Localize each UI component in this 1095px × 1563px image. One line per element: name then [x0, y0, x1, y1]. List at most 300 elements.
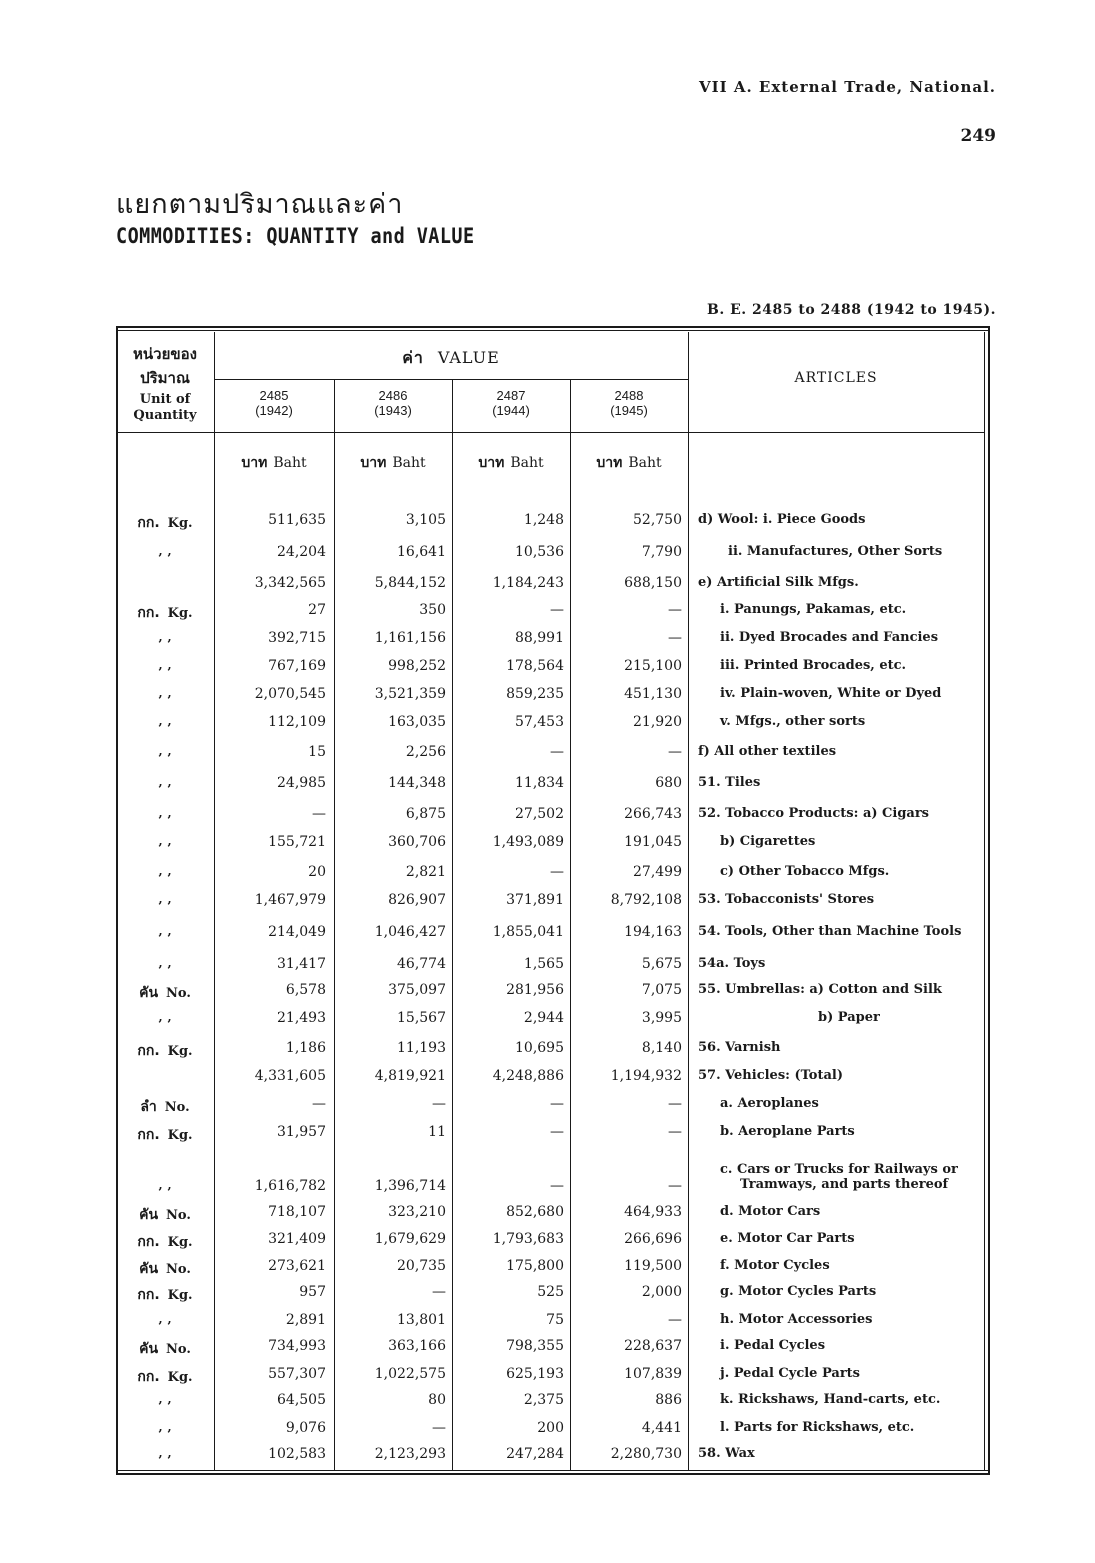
value-cell-2: 826,907 [388, 892, 446, 908]
article-cell [720, 1162, 958, 1192]
title-thai: แยกตามปริมาณและค่า [116, 189, 404, 220]
article-cell [720, 1096, 819, 1111]
unit-cell [116, 744, 214, 759]
unit-english: ‚ ‚ [158, 864, 172, 879]
value-cell-3: 852,680 [506, 1204, 564, 1220]
value-cell-1: 273,621 [268, 1258, 326, 1274]
currency-header-3: บาท Baht [478, 455, 544, 471]
year-be-2487: 2487 [496, 388, 526, 403]
value-cell-2: 1,161,156 [374, 630, 446, 646]
year-ce-1943: (1943) [374, 403, 412, 418]
unit-cell [116, 924, 214, 939]
value-cell-4: 3,995 [641, 1010, 682, 1026]
value-cell-2: 6,875 [405, 806, 446, 822]
unit-cell [116, 864, 214, 879]
value-cell-1: 6,578 [285, 982, 326, 998]
article-cell [720, 1312, 873, 1327]
value-cell-2: 163,035 [388, 714, 446, 730]
col-rule-unit [214, 332, 215, 1470]
unit-english: ‚ ‚ [158, 686, 172, 701]
value-cell-4: 4,441 [641, 1420, 682, 1436]
table-top-rule-2 [116, 330, 990, 331]
value-cell-3: 57,453 [515, 714, 564, 730]
article-cell [720, 1124, 855, 1139]
article-label: e) Artificial Silk Mfgs. [698, 575, 859, 590]
value-cell-2: 2,123,293 [374, 1446, 446, 1462]
table-bottom-rule-2 [116, 1473, 990, 1475]
value-cell-2: 2,821 [405, 864, 446, 880]
unit-header-en-1: Unit of [139, 392, 191, 407]
header-bottom-rule [116, 432, 984, 433]
article-cell [720, 630, 938, 645]
value-cell-2: — [432, 1420, 446, 1436]
value-cell-3: 4,248,886 [492, 1068, 564, 1084]
value-cell-3: 859,235 [506, 686, 564, 702]
unit-thai: กก. [137, 1234, 160, 1250]
unit-cell [116, 1178, 214, 1193]
article-label: v. Mfgs., other sorts [720, 714, 866, 729]
unit-english: No. [166, 1208, 191, 1223]
article-cell [698, 744, 836, 759]
value-cell-3: 1,184,243 [492, 575, 564, 591]
value-cell-2: 350 [419, 602, 446, 618]
unit-cell [116, 1124, 214, 1146]
value-cell-3: 2,944 [523, 1010, 564, 1026]
value-cell-2: 323,210 [388, 1204, 446, 1220]
unit-thai: กก. [137, 515, 160, 531]
article-label: i. Panungs, Pakamas, etc. [720, 602, 907, 617]
unit-cell [116, 1284, 214, 1306]
value-header-en: VALUE [437, 348, 500, 367]
value-cell-1: 31,417 [277, 956, 326, 972]
value-cell-3: 371,891 [506, 892, 564, 908]
article-cell [720, 1392, 940, 1407]
value-cell-1: 511,635 [268, 512, 326, 528]
value-cell-1: 767,169 [268, 658, 326, 674]
value-cell-3: 200 [537, 1420, 564, 1436]
article-label: k. Rickshaws, Hand-carts, etc. [720, 1392, 941, 1407]
unit-english: ‚ ‚ [158, 1178, 172, 1193]
value-cell-2: 1,396,714 [374, 1178, 446, 1194]
unit-cell [116, 834, 214, 849]
value-cell-4: 886 [655, 1392, 682, 1408]
article-cell [698, 512, 865, 527]
unit-cell [116, 1231, 214, 1253]
unit-thai: ลำ [140, 1099, 157, 1115]
value-cell-2: 20,735 [397, 1258, 446, 1274]
article-label: j. Pedal Cycle Parts [720, 1366, 861, 1381]
unit-thai: คัน [139, 1261, 159, 1277]
value-cell-4: 228,637 [624, 1338, 682, 1354]
article-label: 54a. Toys [698, 956, 766, 971]
unit-english: No. [166, 1342, 191, 1357]
year-ce-1945: (1945) [610, 403, 648, 418]
article-cell [728, 544, 942, 559]
article-label: b) Cigarettes [720, 834, 816, 849]
value-cell-1: 64,505 [277, 1392, 326, 1408]
value-cell-3: — [550, 1178, 564, 1194]
value-cell-2: 1,679,629 [374, 1231, 446, 1247]
articles-header: ARTICLES [794, 370, 878, 386]
value-cell-3: 798,355 [506, 1338, 564, 1354]
value-cell-4: 464,933 [624, 1204, 682, 1220]
article-label: ii. Manufactures, Other Sorts [728, 544, 943, 559]
value-cell-1: 9,076 [285, 1420, 326, 1436]
article-cell [720, 834, 815, 849]
table-right-rule-2 [988, 326, 990, 1475]
value-cell-2: 363,166 [388, 1338, 446, 1354]
currency-header-2: บาท Baht [360, 455, 426, 471]
unit-english: ‚ ‚ [158, 834, 172, 849]
unit-cell [116, 982, 214, 1004]
value-cell-4: — [668, 1178, 682, 1194]
value-cell-1: 20 [308, 864, 326, 880]
value-cell-1: 718,107 [268, 1204, 326, 1220]
article-label: d. Motor Cars [720, 1204, 821, 1219]
article-cell [698, 924, 961, 939]
unit-english: ‚ ‚ [158, 1446, 172, 1461]
value-cell-1: 321,409 [268, 1231, 326, 1247]
unit-thai: กก. [137, 1287, 160, 1303]
article-label: 54. Tools, Other than Machine Tools [698, 924, 962, 939]
value-cell-3: — [550, 744, 564, 760]
unit-english: ‚ ‚ [158, 1392, 172, 1407]
unit-cell [116, 956, 214, 971]
unit-cell [116, 806, 214, 821]
unit-english: Kg. [167, 1128, 193, 1143]
article-label: i. Pedal Cycles [720, 1338, 826, 1353]
article-label: e. Motor Car Parts [720, 1231, 855, 1246]
article-cell [720, 1284, 876, 1299]
unit-english: ‚ ‚ [158, 956, 172, 971]
unit-thai: คัน [139, 985, 159, 1001]
article-cell [720, 864, 889, 879]
unit-thai: คัน [139, 1207, 159, 1223]
value-cell-1: — [312, 1096, 326, 1112]
unit-english: ‚ ‚ [158, 714, 172, 729]
article-cell [720, 658, 906, 673]
value-cell-1: 112,109 [268, 714, 326, 730]
article-label: f) All other textiles [698, 744, 837, 759]
value-cell-4: 680 [655, 775, 682, 791]
article-label: 55. Umbrellas: a) Cotton and Silk [698, 982, 942, 997]
value-cell-3: 1,565 [523, 956, 564, 972]
article-cell [720, 1204, 820, 1219]
unit-english: ‚ ‚ [158, 775, 172, 790]
value-cell-4: 266,743 [624, 806, 682, 822]
value-cell-2: 80 [428, 1392, 446, 1408]
value-cell-2: 11,193 [397, 1040, 446, 1056]
value-cell-3: 75 [546, 1312, 564, 1328]
article-cell [698, 982, 942, 997]
article-label: 51. Tiles [698, 775, 761, 790]
value-cell-2: 144,348 [388, 775, 446, 791]
value-cell-4: 8,792,108 [610, 892, 682, 908]
value-cell-3: 625,193 [506, 1366, 564, 1382]
unit-cell [116, 544, 214, 559]
value-cell-2: 46,774 [397, 956, 446, 972]
year-ce-1942: (1942) [255, 403, 293, 418]
year-be-2485: 2485 [259, 388, 289, 403]
year-ce-1944: (1944) [492, 403, 530, 418]
unit-cell [116, 1366, 214, 1388]
unit-english: No. [166, 986, 191, 1001]
unit-english: Kg. [167, 606, 193, 621]
unit-cell [116, 686, 214, 701]
col-rule-1943 [334, 380, 335, 1470]
unit-english: ‚ ‚ [158, 1420, 172, 1435]
unit-header-thai-2: ปริมาณ [140, 369, 190, 387]
unit-thai: กก. [137, 605, 160, 621]
article-cell [720, 1258, 830, 1273]
value-cell-1: 102,583 [268, 1446, 326, 1462]
unit-english: ‚ ‚ [158, 544, 172, 559]
value-cell-3: 525 [537, 1284, 564, 1300]
value-cell-1: 2,891 [285, 1312, 326, 1328]
unit-cell [116, 512, 214, 534]
value-cell-2: 11 [428, 1124, 446, 1140]
unit-english: ‚ ‚ [158, 806, 172, 821]
value-cell-2: 1,046,427 [374, 924, 446, 940]
unit-cell [116, 1392, 214, 1407]
article-label: ii. Dyed Brocades and Fancies [720, 630, 939, 645]
article-label: 58. Wax [698, 1446, 755, 1461]
unit-cell [116, 1338, 214, 1360]
value-cell-4: 215,100 [624, 658, 682, 674]
unit-thai: กก. [137, 1369, 160, 1385]
value-cell-3: — [550, 864, 564, 880]
unit-cell [116, 1420, 214, 1435]
value-cell-2: — [432, 1284, 446, 1300]
article-label: iv. Plain-woven, White or Dyed [720, 686, 942, 701]
currency-header-4: บาท Baht [596, 455, 662, 471]
article-cell [698, 892, 874, 907]
value-cell-4: 2,000 [641, 1284, 682, 1300]
title-english: COMMODITIES: QUANTITY and VALUE [116, 224, 475, 248]
article-label-continued: Tramways, and parts thereof [740, 1177, 949, 1192]
value-cell-1: 27 [308, 602, 326, 618]
article-cell [698, 1040, 780, 1055]
running-head: VII A. External Trade, National. [698, 78, 996, 96]
unit-english: Kg. [167, 1288, 193, 1303]
value-cell-4: — [668, 744, 682, 760]
article-cell [698, 575, 859, 590]
value-cell-4: 5,675 [641, 956, 682, 972]
unit-cell [116, 1312, 214, 1327]
value-cell-4: 1,194,932 [610, 1068, 682, 1084]
unit-english: ‚ ‚ [158, 630, 172, 645]
value-cell-3: 2,375 [523, 1392, 564, 1408]
value-cell-4: 21,920 [633, 714, 682, 730]
unit-english: ‚ ‚ [158, 924, 172, 939]
value-cell-1: 24,204 [277, 544, 326, 560]
year-be-2486: 2486 [378, 388, 408, 403]
value-cell-3: — [550, 602, 564, 618]
value-cell-1: 21,493 [277, 1010, 326, 1026]
value-cell-4: 451,130 [624, 686, 682, 702]
value-cell-1: 1,616,782 [254, 1178, 326, 1194]
table-top-rule [116, 326, 990, 328]
value-cell-1: 214,049 [268, 924, 326, 940]
value-cell-4: 52,750 [633, 512, 682, 528]
unit-thai: คัน [139, 1341, 159, 1357]
article-cell [720, 714, 865, 729]
value-cell-4: — [668, 1312, 682, 1328]
value-cell-3: — [550, 1124, 564, 1140]
article-label: d) Wool: i. Piece Goods [698, 512, 866, 527]
article-label: 56. Varnish [698, 1040, 781, 1055]
table-bottom-rule [116, 1470, 990, 1471]
value-subheader-rule [214, 379, 688, 380]
unit-cell [116, 658, 214, 673]
value-cell-1: 392,715 [268, 630, 326, 646]
article-label: h. Motor Accessories [720, 1312, 873, 1327]
value-cell-3: 281,956 [506, 982, 564, 998]
article-label: iii. Printed Brocades, etc. [720, 658, 907, 673]
article-label: c. Cars or Trucks for Railways or [720, 1162, 958, 1177]
article-label: 57. Vehicles: (Total) [698, 1068, 843, 1083]
value-cell-2: — [432, 1096, 446, 1112]
value-cell-4: 107,839 [624, 1366, 682, 1382]
article-cell [720, 1231, 855, 1246]
unit-english: Kg. [167, 1044, 193, 1059]
col-rule-1944 [452, 380, 453, 1470]
unit-english: ‚ ‚ [158, 892, 172, 907]
article-cell [720, 1420, 914, 1435]
article-label: c) Other Tobacco Mfgs. [720, 864, 890, 879]
article-label: f. Motor Cycles [720, 1258, 830, 1273]
value-cell-2: 360,706 [388, 834, 446, 850]
value-cell-4: 194,163 [624, 924, 682, 940]
value-cell-3: 11,834 [515, 775, 564, 791]
article-cell [698, 956, 765, 971]
col-rule-articles [688, 332, 689, 1470]
unit-english: Kg. [167, 1235, 193, 1250]
unit-english: Kg. [167, 1370, 193, 1385]
unit-cell [116, 1096, 214, 1118]
article-label: 52. Tobacco Products: a) Cigars [698, 806, 930, 821]
article-cell [818, 1010, 880, 1025]
article-label: l. Parts for Rickshaws, etc. [720, 1420, 915, 1435]
unit-cell [116, 775, 214, 790]
unit-thai: กก. [137, 1127, 160, 1143]
unit-cell [116, 714, 214, 729]
value-cell-1: 734,993 [268, 1338, 326, 1354]
value-cell-1: 2,070,545 [254, 686, 326, 702]
table-right-rule [984, 332, 985, 1470]
value-cell-4: 2,280,730 [610, 1446, 682, 1462]
unit-cell [116, 1040, 214, 1062]
value-cell-2: 4,819,921 [374, 1068, 446, 1084]
value-cell-2: 998,252 [388, 658, 446, 674]
article-cell [698, 806, 929, 821]
commodities-table [116, 326, 996, 1478]
value-cell-3: 178,564 [506, 658, 564, 674]
value-cell-1: 155,721 [268, 834, 326, 850]
value-cell-1: 1,467,979 [254, 892, 326, 908]
unit-header-thai-1: หน่วยของ [133, 345, 197, 363]
value-cell-3: — [550, 1096, 564, 1112]
article-label: b) Paper [818, 1010, 880, 1025]
article-cell [698, 1068, 843, 1083]
value-cell-3: 1,793,683 [492, 1231, 564, 1247]
unit-cell [116, 602, 214, 624]
value-cell-3: 175,800 [506, 1258, 564, 1274]
value-cell-4: 27,499 [633, 864, 682, 880]
value-header-thai: ค่า [402, 348, 424, 367]
value-cell-4: 688,150 [624, 575, 682, 591]
currency-header-1: บาท Baht [241, 455, 307, 471]
article-label: 53. Tobacconists' Stores [698, 892, 875, 907]
value-cell-4: 7,790 [641, 544, 682, 560]
value-cell-4: — [668, 630, 682, 646]
article-label: a. Aeroplanes [720, 1096, 819, 1111]
unit-english: No. [166, 1262, 191, 1277]
value-cell-1: 24,985 [277, 775, 326, 791]
unit-english: ‚ ‚ [158, 1312, 172, 1327]
article-cell [720, 1366, 860, 1381]
value-cell-1: 557,307 [268, 1366, 326, 1382]
unit-cell [116, 1204, 214, 1226]
value-cell-2: 375,097 [388, 982, 446, 998]
article-cell [698, 1446, 755, 1461]
value-cell-3: 88,991 [515, 630, 564, 646]
article-cell [720, 1338, 825, 1353]
value-cell-1: 4,331,605 [254, 1068, 326, 1084]
unit-english: ‚ ‚ [158, 744, 172, 759]
unit-english: ‚ ‚ [158, 1010, 172, 1025]
value-cell-3: 10,695 [515, 1040, 564, 1056]
value-cell-2: 16,641 [397, 544, 446, 560]
value-cell-3: 10,536 [515, 544, 564, 560]
value-cell-2: 5,844,152 [374, 575, 446, 591]
value-cell-1: 3,342,565 [254, 575, 326, 591]
value-cell-3: 1,855,041 [492, 924, 564, 940]
unit-english: No. [164, 1100, 190, 1115]
value-cell-3: 247,284 [506, 1446, 564, 1462]
value-cell-1: 31,957 [277, 1124, 326, 1140]
value-cell-4: 119,500 [624, 1258, 682, 1274]
unit-cell [116, 630, 214, 645]
value-cell-2: 1,022,575 [374, 1366, 446, 1382]
unit-header-en-2: Quantity [133, 408, 197, 423]
value-cell-1: 1,186 [285, 1040, 326, 1056]
unit-english: ‚ ‚ [158, 658, 172, 673]
col-rule-1945 [570, 380, 571, 1470]
unit-cell [116, 892, 214, 907]
value-cell-4: 8,140 [641, 1040, 682, 1056]
article-cell [698, 775, 760, 790]
value-cell-4: — [668, 602, 682, 618]
value-cell-4: 7,075 [641, 982, 682, 998]
value-cell-2: 3,105 [405, 512, 446, 528]
value-cell-3: 1,248 [523, 512, 564, 528]
article-label: g. Motor Cycles Parts [720, 1284, 877, 1299]
value-cell-2: 13,801 [397, 1312, 446, 1328]
unit-cell [116, 1010, 214, 1025]
value-cell-4: 266,696 [624, 1231, 682, 1247]
article-cell [720, 686, 941, 701]
unit-cell [116, 1258, 214, 1280]
article-cell [720, 602, 906, 617]
value-cell-2: 2,256 [405, 744, 446, 760]
unit-english: Kg. [167, 516, 193, 531]
unit-cell [116, 1446, 214, 1461]
value-cell-2: 3,521,359 [374, 686, 446, 702]
value-cell-4: 191,045 [624, 834, 682, 850]
value-cell-1: 15 [308, 744, 326, 760]
value-cell-4: — [668, 1096, 682, 1112]
